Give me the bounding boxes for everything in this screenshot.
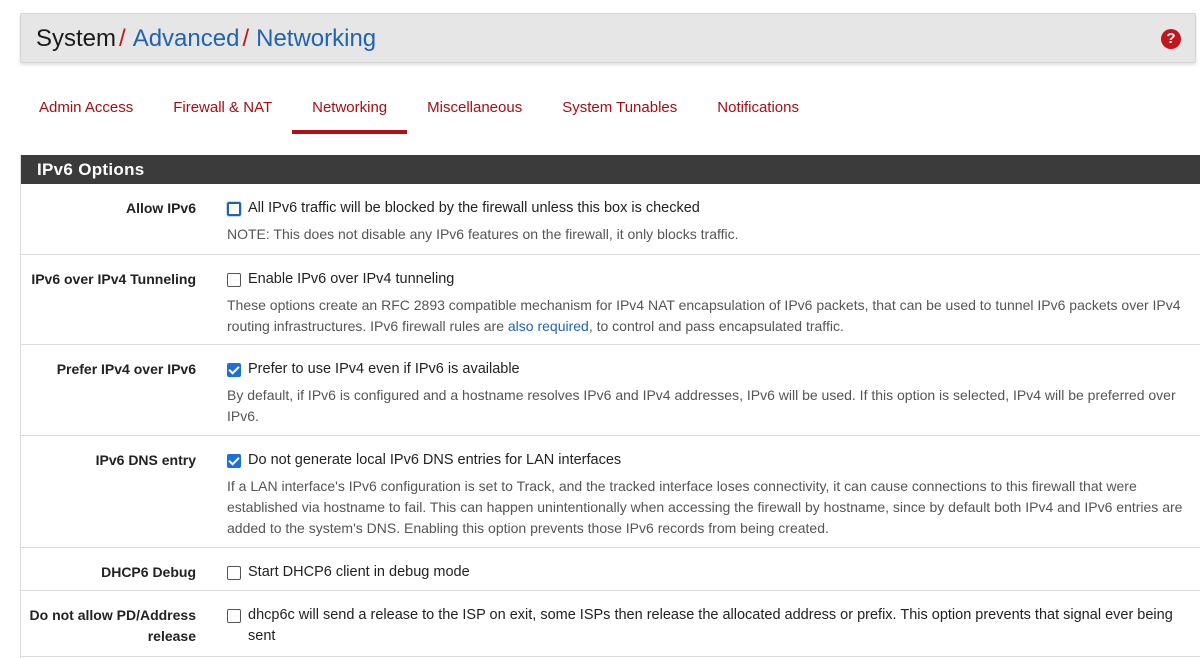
breadcrumb-networking[interactable]: Networking	[256, 25, 377, 52]
allow-ipv6-checkbox[interactable]	[227, 202, 241, 216]
field-label: Allow IPv6	[125, 200, 196, 216]
breadcrumb	[36, 25, 376, 53]
breadcrumb-separator: /	[119, 25, 126, 52]
field-body	[227, 269, 1188, 337]
tab-admin-access[interactable]: Admin Access	[39, 99, 134, 116]
also-required-link[interactable]: also required	[507, 318, 589, 334]
help-text-part: These options create an RFC 2893 compatible mechanism for IPv4 NAT encapsulation of IPv6 packets, that can be used to tunnel IPv6 packets over IPv4 routing infrastructures. IPv6 firewall rules are	[227, 297, 1181, 334]
checkbox-line[interactable]	[227, 269, 1188, 290]
checkbox-line[interactable]	[227, 359, 1188, 380]
ipv6-over-ipv4-checkbox[interactable]	[227, 273, 241, 287]
page-header	[20, 13, 1196, 63]
ipv6-dns-entry-checkbox[interactable]	[227, 454, 241, 468]
checkbox-line[interactable]	[227, 198, 1188, 219]
checkbox-line[interactable]	[227, 605, 1188, 647]
field-label-line: Do not allow PD/Address	[29, 607, 196, 623]
tab-notifications[interactable]: Notifications	[717, 99, 799, 116]
row-ipv6-over-ipv4	[21, 255, 1200, 345]
field-body	[227, 450, 1188, 539]
row-pd-address-release	[21, 591, 1200, 657]
pd-release-checkbox[interactable]	[227, 609, 241, 623]
field-body	[227, 605, 1188, 647]
field-label: IPv6 over IPv4 Tunneling	[31, 271, 196, 287]
field-label-line: release	[147, 628, 196, 644]
row-ipv6-dns-entry	[21, 436, 1200, 548]
checkbox-label: dhcp6c will send a release to the ISP on exit, some ISPs then release the allocated address or prefix. This option prevents that signal ever being sent	[248, 607, 1173, 644]
row-allow-ipv6	[21, 184, 1200, 255]
breadcrumb-advanced[interactable]: Advanced	[132, 25, 240, 52]
prefer-ipv4-checkbox[interactable]	[227, 363, 241, 377]
breadcrumb-separator: /	[242, 25, 250, 52]
field-body	[227, 359, 1188, 427]
field-label	[21, 605, 196, 647]
help-text	[227, 295, 1188, 337]
tab-networking[interactable]: Networking	[292, 88, 407, 134]
breadcrumb-system: System	[36, 25, 117, 52]
checkbox-label: Prefer to use IPv4 even if IPv6 is available	[248, 361, 520, 377]
tab-system-tunables[interactable]: System Tunables	[562, 99, 678, 116]
help-text: If a LAN interface's IPv6 configuration is set to Track, and the tracked interface loses connectivity, it can cause connections to this firewall that were established via hostname to fail. This can happen unintentionally when accessing the firewall by hostname, since by default both IPv4 and IPv6 entries are added to the system's DNS. Enabling this option prevents those IPv6 records from being created.	[227, 478, 1183, 536]
help-text-part: , to control and pass encapsulated traffic.	[588, 318, 844, 334]
dhcp6-debug-checkbox[interactable]	[227, 566, 241, 580]
tab-miscellaneous[interactable]: Miscellaneous	[427, 99, 523, 116]
checkbox-label: Enable IPv6 over IPv4 tunneling	[248, 271, 455, 287]
tab-firewall-nat[interactable]: Firewall & NAT	[173, 99, 273, 116]
ipv6-options-panel	[20, 155, 1200, 658]
checkbox-line[interactable]	[227, 450, 1188, 471]
field-label: DHCP6 Debug	[101, 564, 196, 580]
checkbox-label: Start DHCP6 client in debug mode	[248, 564, 470, 580]
tab-bar	[19, 88, 819, 134]
panel-title: IPv6 Options	[21, 155, 1200, 184]
help-text: By default, if IPv6 is configured and a hostname resolves IPv6 and IPv4 addresses, IPv6 will be used. If this option is selected, IPv4 will be preferred over IPv6.	[227, 387, 1176, 424]
field-body	[227, 562, 1188, 583]
checkbox-label: All IPv6 traffic will be blocked by the firewall unless this box is checked	[248, 200, 700, 216]
field-body	[227, 198, 1188, 245]
field-label: IPv6 DNS entry	[95, 452, 196, 468]
help-text: NOTE: This does not disable any IPv6 features on the firewall, it only blocks traffic.	[227, 226, 739, 242]
checkbox-line[interactable]	[227, 562, 1188, 583]
row-prefer-ipv4	[21, 345, 1200, 436]
checkbox-label: Do not generate local IPv6 DNS entries for LAN interfaces	[248, 452, 622, 468]
field-label: Prefer IPv4 over IPv6	[56, 361, 196, 377]
row-dhcp6-debug	[21, 548, 1200, 591]
help-icon[interactable]: ?	[1161, 29, 1181, 49]
